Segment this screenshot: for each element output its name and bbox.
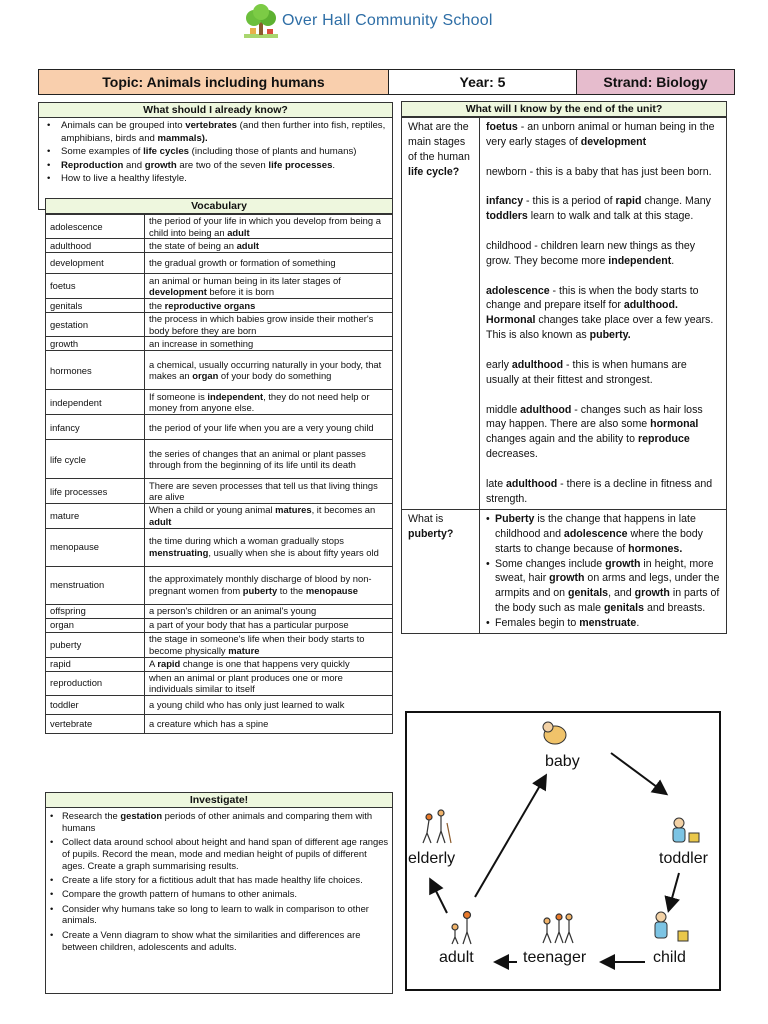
vocab-definition: a young child who has only just learned to walk	[145, 695, 393, 714]
stage-description: childhood - children learn new things as they grow. They become more independent.	[486, 239, 696, 267]
list-item: • Consider why humans take so long to learn to walk in comparison to other animals.	[50, 903, 389, 927]
vocab-definition: when an animal or plant produces one or more individuals similar to itself	[145, 671, 393, 695]
table-row	[46, 632, 393, 657]
vocab-definition: the time during which a woman gradually stops menstruating, usually when she is about fifty years old	[145, 528, 393, 566]
page-header	[0, 0, 768, 48]
table-row	[46, 415, 393, 440]
vocabulary-panel	[45, 198, 393, 734]
vocab-definition: a person's children or an animal's young	[145, 604, 393, 618]
puberty-point: • Puberty is the change that happens in late childhood and adolescence where the body starts to change because of hormones.	[486, 512, 703, 555]
already-know-title: What should I already know?	[38, 102, 393, 118]
table-row	[46, 657, 393, 671]
vocab-term: toddler	[46, 695, 145, 714]
vocab-definition: If someone is independent, they do not need help or money from anyone else.	[145, 390, 393, 415]
list-item: • Research the gestation periods of other animals and comparing them with humans	[50, 810, 389, 834]
table-row	[46, 274, 393, 299]
life-cycle-diagram	[405, 711, 721, 991]
toddler-icon	[673, 818, 699, 842]
table-row	[46, 337, 393, 351]
puberty-point: • Some changes include growth in height, more sweat, hair growth on arms and legs, under the armpits and on genitals, and growth in parts of the body such as male genitals and breasts.	[486, 557, 720, 615]
investigate-panel	[45, 792, 393, 994]
stage-description: foetus - an unborn animal or human being in the very early stages of development	[486, 121, 715, 148]
vocab-term: rapid	[46, 657, 145, 671]
stage-label-baby: baby	[545, 753, 580, 770]
vocab-term: adolescence	[46, 215, 145, 239]
vocab-definition: an increase in something	[145, 337, 393, 351]
vocab-term: growth	[46, 337, 145, 351]
vocabulary-table	[45, 214, 393, 734]
vocab-definition: an animal or human being in its later stages of development before it is born	[145, 274, 393, 299]
arrow-adult-baby	[475, 777, 545, 897]
life-cycle-stages	[480, 118, 727, 510]
vocab-term: life cycle	[46, 440, 145, 479]
teenager-icon	[543, 914, 573, 943]
vocab-term: gestation	[46, 313, 145, 337]
investigate-list	[50, 810, 389, 952]
vocab-term: development	[46, 253, 145, 274]
table-row	[46, 239, 393, 253]
list-item: • Collect data around school about height and hand span of different age ranges of pupils. Record the mean, mode and median height of pupils of different ages. Create a graph summarising results.	[50, 836, 389, 872]
vocab-definition: the state of being an adult	[145, 239, 393, 253]
vocab-term: life processes	[46, 479, 145, 504]
vocab-definition: There are seven processes that tell us that living things are alive	[145, 479, 393, 504]
stage-description: middle adulthood - changes such as hair loss may happen. There are also some hormonal changes again and the ability to reproduce decreases.	[486, 403, 703, 461]
stage-label-teenager: teenager	[523, 949, 587, 966]
table-row	[46, 313, 393, 337]
stage-description: late adulthood - there is a decline in fitness and strength.	[486, 477, 713, 505]
vocab-term: vertebrate	[46, 714, 145, 733]
arrow-baby-toddler	[611, 753, 665, 793]
vocab-definition: When a child or young animal matures, it becomes an adult	[145, 504, 393, 528]
list-item: • How to live a healthy lifestyle.	[47, 173, 388, 186]
puberty-point: • Females begin to menstruate.	[486, 617, 640, 630]
list-item: • Some examples of life cycles (including those of plants and humans)	[47, 146, 388, 159]
investigate-body	[45, 808, 393, 994]
vocab-definition: the series of changes that an animal or plant passes through from the beginning of its life until its death	[145, 440, 393, 479]
vocab-term: foetus	[46, 274, 145, 299]
table-row	[46, 440, 393, 479]
list-item: • Compare the growth pattern of humans to other animals.	[50, 888, 389, 900]
vocab-definition: the period of your life in which you develop from being a child into being an adult	[145, 215, 393, 239]
question-life-cycle: What are the main stages of the human life cycle?	[402, 118, 480, 510]
vocab-term: mature	[46, 504, 145, 528]
already-know-panel	[38, 102, 393, 210]
vocab-definition: the reproductive organs	[145, 299, 393, 313]
vocab-definition: the stage in someone's life when their body starts to become physically mature	[145, 632, 393, 657]
table-row	[46, 215, 393, 239]
vocab-definition: A rapid change is one that happens very quickly	[145, 657, 393, 671]
vocab-term: organ	[46, 618, 145, 632]
end-of-unit-title: What will I know by the end of the unit?	[401, 101, 727, 117]
vocab-term: infancy	[46, 415, 145, 440]
table-row	[46, 479, 393, 504]
stage-label-toddler: toddler	[659, 850, 708, 867]
list-item: • Animals can be grouped into vertebrates (and then further into fish, reptiles, amphibians, birds and mammals).	[47, 120, 388, 145]
end-of-unit-panel	[401, 101, 727, 634]
stage-description: newborn - this is a baby that has just been born.	[486, 165, 712, 178]
vocab-term: hormones	[46, 351, 145, 390]
vocab-term: menstruation	[46, 566, 145, 604]
table-row	[46, 695, 393, 714]
vocab-term: independent	[46, 390, 145, 415]
vocab-term: genitals	[46, 299, 145, 313]
vocab-term: puberty	[46, 632, 145, 657]
table-row	[46, 618, 393, 632]
puberty-answer	[480, 509, 727, 633]
table-row	[46, 528, 393, 566]
table-row	[46, 299, 393, 313]
vocab-definition: a creature which has a spine	[145, 714, 393, 733]
stage-description: infancy - this is a period of rapid change. Many toddlers learn to walk and talk at this stage.	[486, 195, 711, 223]
bullet-icon: •	[486, 617, 490, 630]
investigate-title: Investigate!	[45, 792, 393, 808]
stage-label-adult: adult	[439, 949, 474, 966]
table-row	[46, 714, 393, 733]
vocabulary-title: Vocabulary	[45, 198, 393, 214]
question-puberty: What is puberty?	[402, 509, 480, 633]
vocab-term: adulthood	[46, 239, 145, 253]
vocab-definition: a chemical, usually occurring naturally in your body, that makes an organ of your body do something	[145, 351, 393, 390]
school-logo-tree-icon	[244, 4, 278, 40]
stage-description: adolescence - this is when the body starts to change and prepare itself for adulthood. Hormonal changes take place over a few years. This is also known as puberty.	[486, 284, 714, 342]
bullet-icon: •	[486, 512, 490, 525]
already-know-list	[47, 120, 388, 186]
topic-bar	[38, 69, 735, 95]
already-know-body	[38, 118, 393, 210]
adult-icon	[452, 912, 471, 945]
vocab-term: reproduction	[46, 671, 145, 695]
school-name: Over Hall Community School	[282, 12, 493, 29]
stage-label-child: child	[653, 949, 686, 966]
vocab-term: menopause	[46, 528, 145, 566]
child-icon	[655, 912, 688, 941]
table-row	[46, 390, 393, 415]
table-row	[46, 604, 393, 618]
stage-label-elderly: elderly	[408, 850, 456, 867]
elderly-icon	[423, 810, 451, 843]
vocab-definition: a part of your body that has a particular purpose	[145, 618, 393, 632]
table-row	[46, 671, 393, 695]
arrow-toddler-child	[669, 873, 679, 909]
end-of-unit-table	[401, 117, 727, 634]
table-row	[46, 351, 393, 390]
baby-icon	[543, 722, 566, 744]
vocab-definition: the process in which babies grow inside their mother's body before they are born	[145, 313, 393, 337]
list-item: • Create a life story for a fictitious adult that has made healthy life choices.	[50, 874, 389, 886]
table-row	[46, 253, 393, 274]
topic-title: Topic: Animals including humans	[39, 70, 389, 94]
year-label: Year: 5	[389, 70, 577, 94]
vocab-definition: the approximately monthly discharge of blood by non-pregnant women from puberty to the menopause	[145, 566, 393, 604]
table-row	[46, 504, 393, 528]
vocab-definition: the gradual growth or formation of something	[145, 253, 393, 274]
table-row	[46, 566, 393, 604]
vocab-definition: the period of your life when you are a very young child	[145, 415, 393, 440]
list-item: • Create a Venn diagram to show what the similarities and differences are between children, adolescents and adults.	[50, 929, 389, 953]
strand-label: Strand: Biology	[577, 70, 734, 94]
vocab-term: offspring	[46, 604, 145, 618]
bullet-icon: •	[486, 557, 490, 570]
stage-description: early adulthood - this is when humans are usually at their fittest and strongest.	[486, 358, 687, 386]
arrow-adult-elderly	[431, 881, 447, 913]
list-item: • Reproduction and growth are two of the seven life processes.	[47, 160, 388, 173]
